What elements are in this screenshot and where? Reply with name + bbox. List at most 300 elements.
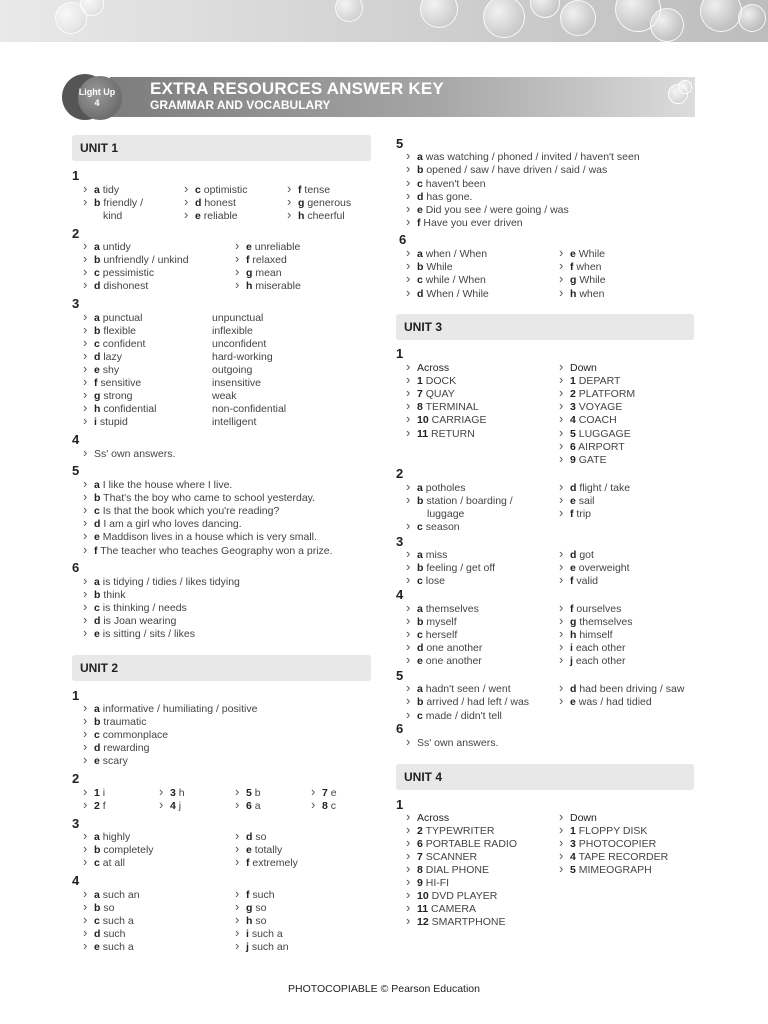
answer-text: has gone. bbox=[423, 191, 473, 203]
question-number: 5 bbox=[396, 668, 404, 683]
answer-item bbox=[94, 338, 145, 351]
question-number: 6 bbox=[396, 721, 404, 736]
answer-item bbox=[570, 495, 595, 508]
answer-text: when bbox=[573, 261, 602, 273]
answer-item bbox=[103, 210, 122, 223]
answer-letter: h bbox=[570, 288, 577, 300]
answer-text: FLOPPY DISK bbox=[575, 825, 648, 837]
answer-letter: b bbox=[94, 254, 101, 266]
answer-text: dishonest bbox=[100, 280, 149, 292]
answer-letter: e bbox=[94, 364, 100, 376]
answer-item bbox=[212, 403, 286, 416]
level-badge bbox=[62, 74, 130, 120]
answer-text: reliable bbox=[200, 210, 238, 222]
answer-item bbox=[417, 288, 489, 301]
answer-item bbox=[570, 248, 605, 261]
question-number: 3 bbox=[72, 816, 80, 831]
answer-text: honest bbox=[201, 197, 236, 209]
question-number: 2 bbox=[396, 466, 404, 481]
answer-text: mean bbox=[252, 267, 282, 279]
answer-text: sensitive bbox=[97, 377, 142, 389]
answer-letter: b bbox=[94, 902, 101, 914]
question-number: 3 bbox=[72, 296, 80, 311]
answer-text: unpunctual bbox=[212, 312, 264, 324]
decorative-top-band bbox=[0, 0, 768, 42]
question-number: 4 bbox=[72, 432, 80, 447]
answer-text: insensitive bbox=[212, 377, 262, 389]
answer-text: Across bbox=[417, 362, 450, 374]
answer-item bbox=[417, 204, 569, 217]
answer-text: so bbox=[252, 831, 267, 843]
answer-text: such a bbox=[99, 915, 134, 927]
answer-text: unreliable bbox=[251, 241, 301, 253]
answer-letter: d bbox=[94, 615, 101, 627]
answer-letter: f bbox=[570, 508, 574, 520]
answer-item bbox=[94, 325, 136, 338]
answer-text: so bbox=[252, 915, 267, 927]
answer-text: miserable bbox=[252, 280, 301, 292]
answer-letter: 1 bbox=[570, 825, 576, 837]
answer-letter: f bbox=[246, 254, 250, 266]
answer-item bbox=[570, 274, 606, 287]
answer-item bbox=[570, 642, 625, 655]
answer-item bbox=[570, 508, 591, 521]
answer-text: rewarding bbox=[100, 742, 150, 754]
answer-item bbox=[246, 831, 266, 844]
answer-text: HI-FI bbox=[422, 877, 450, 889]
unit-title: UNIT 2 bbox=[80, 661, 119, 675]
answer-item bbox=[94, 941, 134, 954]
answer-item bbox=[570, 375, 620, 388]
answer-letter: d bbox=[94, 742, 101, 754]
answer-text: I am a girl who loves dancing. bbox=[100, 518, 242, 530]
answer-letter: b bbox=[417, 696, 424, 708]
answer-item bbox=[417, 217, 523, 230]
answer-letter: c bbox=[94, 338, 100, 350]
answer-item bbox=[417, 191, 472, 204]
answer-item bbox=[94, 755, 128, 768]
bubble-decoration bbox=[483, 0, 525, 38]
answer-letter: c bbox=[417, 629, 423, 641]
bubble-decoration bbox=[678, 80, 692, 94]
answer-item bbox=[570, 441, 625, 454]
answer-text: when / When bbox=[422, 248, 488, 260]
answer-text: Across bbox=[417, 812, 450, 824]
answer-item bbox=[417, 696, 529, 709]
footer-copyright: PHOTOCOPIABLE © Pearson Education bbox=[288, 983, 480, 995]
bubble-decoration bbox=[335, 0, 363, 22]
answer-item bbox=[570, 562, 630, 575]
answer-letter: f bbox=[94, 545, 98, 557]
answer-letter: f bbox=[417, 217, 421, 229]
answer-letter: c bbox=[417, 575, 423, 587]
badge-line1: Light Up bbox=[78, 87, 116, 97]
answer-text: each other bbox=[572, 642, 626, 654]
answer-letter: a bbox=[94, 831, 100, 843]
answer-item bbox=[170, 800, 181, 813]
answer-text: Have you ever driven bbox=[420, 217, 523, 229]
answer-item bbox=[570, 261, 602, 274]
answer-text: cheerful bbox=[304, 210, 345, 222]
answer-letter: 7 bbox=[322, 787, 328, 799]
answer-letter: 12 bbox=[417, 916, 429, 928]
bubble-decoration bbox=[530, 0, 560, 18]
answer-text: TERMINAL bbox=[422, 401, 479, 413]
answer-text: traumatic bbox=[100, 716, 147, 728]
answer-letter: h bbox=[94, 403, 101, 415]
answer-item bbox=[246, 787, 261, 800]
answer-letter: 3 bbox=[570, 401, 576, 413]
answer-text: PLATFORM bbox=[575, 388, 636, 400]
answer-item bbox=[570, 575, 598, 588]
unit-title: UNIT 4 bbox=[404, 770, 443, 784]
answer-item bbox=[298, 197, 351, 210]
answer-letter: e bbox=[246, 241, 252, 253]
answer-item bbox=[417, 549, 447, 562]
answer-item bbox=[570, 696, 652, 709]
answer-letter: a bbox=[94, 184, 100, 196]
answer-text: AIRPORT bbox=[575, 441, 625, 453]
answer-text: when bbox=[576, 288, 605, 300]
answer-item bbox=[417, 877, 449, 890]
answer-text: Down bbox=[570, 812, 597, 824]
answer-text: Is that the book which you're reading? bbox=[99, 505, 280, 517]
answer-item bbox=[94, 615, 176, 628]
answer-letter: f bbox=[246, 857, 250, 869]
answer-item bbox=[94, 742, 149, 755]
answer-text: punctual bbox=[99, 312, 143, 324]
answer-text: so bbox=[100, 902, 115, 914]
answer-text: lose bbox=[422, 575, 446, 587]
answer-letter: 10 bbox=[417, 890, 429, 902]
answer-item bbox=[94, 390, 133, 403]
answer-text: was / had tidied bbox=[575, 696, 652, 708]
answer-text: CARRIAGE bbox=[428, 414, 487, 426]
answer-item bbox=[212, 351, 273, 364]
answer-text: unfriendly / unkind bbox=[100, 254, 189, 266]
answer-item bbox=[246, 800, 261, 813]
answer-text: miss bbox=[422, 549, 448, 561]
answer-item bbox=[94, 729, 168, 742]
answer-text: a bbox=[251, 800, 261, 812]
answer-text: kind bbox=[103, 210, 123, 222]
answer-item bbox=[570, 616, 632, 629]
answer-letter: 10 bbox=[417, 414, 429, 426]
answer-text: MIMEOGRAPH bbox=[575, 864, 652, 876]
answer-letter: 6 bbox=[417, 838, 423, 850]
answer-letter: i bbox=[94, 416, 97, 428]
answer-text: valid bbox=[573, 575, 599, 587]
answer-text: while / When bbox=[422, 274, 486, 286]
bubble-decoration bbox=[700, 0, 742, 32]
answer-letter: h bbox=[246, 915, 253, 927]
answer-letter: i bbox=[246, 928, 249, 940]
answer-item bbox=[246, 941, 289, 954]
answer-text: think bbox=[100, 589, 126, 601]
answer-text: informative / humiliating / positive bbox=[99, 703, 258, 715]
answer-letter: e bbox=[94, 531, 100, 543]
answer-letter: e bbox=[570, 495, 576, 507]
page-subtitle: GRAMMAR AND VOCABULARY bbox=[150, 98, 331, 112]
answer-item bbox=[212, 312, 263, 325]
answer-item bbox=[570, 288, 604, 301]
answer-letter: 4 bbox=[570, 414, 576, 426]
answer-item bbox=[417, 151, 640, 164]
answer-item bbox=[417, 737, 498, 750]
answer-item bbox=[94, 915, 134, 928]
answer-text: extremely bbox=[249, 857, 298, 869]
answer-text: is Joan wearing bbox=[100, 615, 177, 627]
answer-letter: a bbox=[94, 479, 100, 491]
answer-letter: b bbox=[417, 261, 424, 273]
answer-text: h bbox=[175, 787, 185, 799]
answer-text: at all bbox=[99, 857, 125, 869]
answer-letter: 9 bbox=[417, 877, 423, 889]
answer-letter: c bbox=[417, 710, 423, 722]
answer-letter: c bbox=[94, 602, 100, 614]
answer-text: Did you see / were going / was bbox=[422, 204, 569, 216]
answer-text: While bbox=[423, 261, 453, 273]
answer-letter: c bbox=[195, 184, 201, 196]
answer-item bbox=[417, 482, 465, 495]
answer-letter: c bbox=[94, 857, 100, 869]
answer-item bbox=[417, 916, 506, 929]
answer-item bbox=[570, 825, 647, 838]
answer-item bbox=[570, 629, 613, 642]
answer-item bbox=[94, 351, 122, 364]
answer-text: untidy bbox=[99, 241, 131, 253]
answer-item bbox=[94, 628, 195, 641]
answer-text: b bbox=[251, 787, 261, 799]
answer-text: GATE bbox=[575, 454, 607, 466]
badge-line2: 4 bbox=[94, 98, 100, 108]
answer-letter: 8 bbox=[417, 401, 423, 413]
answer-column-heading bbox=[570, 812, 597, 825]
answer-letter: 3 bbox=[170, 787, 176, 799]
answer-letter: d bbox=[570, 549, 577, 561]
answer-letter: b bbox=[94, 844, 101, 856]
answer-text: Maddison lives in a house which is very small. bbox=[99, 531, 317, 543]
question-number: 1 bbox=[72, 168, 80, 183]
answer-text: scary bbox=[99, 755, 128, 767]
answer-item bbox=[417, 401, 479, 414]
unit-title: UNIT 3 bbox=[404, 320, 443, 334]
question-number: 1 bbox=[396, 346, 404, 361]
answer-item bbox=[570, 428, 631, 441]
answer-text: CAMERA bbox=[428, 903, 476, 915]
answer-item bbox=[417, 629, 457, 642]
answer-item bbox=[417, 683, 511, 696]
answer-item bbox=[212, 416, 256, 429]
answer-item bbox=[94, 197, 143, 210]
answer-text: such bbox=[100, 928, 126, 940]
answer-item bbox=[94, 531, 317, 544]
answer-text: Ss' own answers. bbox=[417, 737, 499, 749]
answer-item bbox=[417, 642, 482, 655]
answer-text: DEPART bbox=[575, 375, 621, 387]
answer-letter: 8 bbox=[322, 800, 328, 812]
answer-text: hadn't seen / went bbox=[422, 683, 511, 695]
unit-heading bbox=[396, 764, 694, 790]
answer-letter: d bbox=[94, 351, 101, 363]
answer-item bbox=[94, 492, 315, 505]
answer-text: is thinking / needs bbox=[99, 602, 187, 614]
answer-text: commonplace bbox=[99, 729, 169, 741]
answer-letter: d bbox=[246, 831, 253, 843]
answer-letter: f bbox=[570, 575, 574, 587]
answer-text: VOYAGE bbox=[575, 401, 623, 413]
answer-letter: c bbox=[94, 915, 100, 927]
answer-item bbox=[94, 416, 128, 429]
answer-text: hard-working bbox=[212, 351, 273, 363]
answer-item bbox=[94, 800, 106, 813]
answer-item bbox=[94, 545, 333, 558]
answer-letter: g bbox=[570, 274, 577, 286]
answer-text: sail bbox=[575, 495, 595, 507]
answer-letter: i bbox=[570, 642, 573, 654]
answer-column-heading bbox=[570, 362, 597, 375]
answer-item bbox=[195, 210, 238, 223]
answer-letter: b bbox=[94, 589, 101, 601]
answer-item bbox=[298, 210, 345, 223]
answer-item bbox=[246, 280, 301, 293]
answer-letter: 9 bbox=[570, 454, 576, 466]
answer-text: That's the boy who came to school yesterday. bbox=[100, 492, 316, 504]
question-number: 1 bbox=[396, 797, 404, 812]
answer-item bbox=[94, 602, 187, 615]
answer-item bbox=[417, 375, 456, 388]
answer-item bbox=[212, 364, 252, 377]
answer-letter: 7 bbox=[417, 388, 423, 400]
answer-text: optimistic bbox=[200, 184, 248, 196]
answer-item bbox=[417, 575, 445, 588]
answer-text: TYPEWRITER bbox=[422, 825, 495, 837]
answer-item bbox=[570, 683, 684, 696]
answer-text: one another bbox=[423, 642, 483, 654]
answer-item bbox=[94, 403, 156, 416]
answer-item bbox=[570, 864, 652, 877]
answer-letter: d bbox=[417, 642, 424, 654]
answer-item bbox=[570, 414, 617, 427]
answer-letter: h bbox=[246, 280, 253, 292]
answer-item bbox=[417, 414, 486, 427]
answer-letter: e bbox=[417, 655, 423, 667]
answer-letter: d bbox=[417, 288, 424, 300]
answer-letter: b bbox=[417, 495, 424, 507]
answer-text: RETURN bbox=[428, 428, 475, 440]
answer-item bbox=[94, 505, 279, 518]
answer-text: While bbox=[576, 274, 606, 286]
bubble-decoration bbox=[650, 8, 684, 42]
answer-text: feeling / get off bbox=[423, 562, 496, 574]
answer-text: highly bbox=[99, 831, 131, 843]
answer-letter: d bbox=[570, 482, 577, 494]
answer-letter: a bbox=[417, 549, 423, 561]
answer-letter: e bbox=[570, 562, 576, 574]
answer-letter: e bbox=[195, 210, 201, 222]
answer-letter: 5 bbox=[570, 864, 576, 876]
answer-item bbox=[417, 825, 494, 838]
answer-text: station / boarding / bbox=[423, 495, 513, 507]
answer-item bbox=[94, 312, 142, 325]
answer-item bbox=[94, 902, 114, 915]
answer-text: PHOTOCOPIER bbox=[575, 838, 657, 850]
answer-text: arrived / had left / was bbox=[423, 696, 530, 708]
answer-item bbox=[246, 928, 283, 941]
answer-letter: b bbox=[417, 562, 424, 574]
answer-text: had been driving / saw bbox=[576, 683, 685, 695]
question-number: 3 bbox=[396, 534, 404, 549]
answer-item bbox=[94, 703, 257, 716]
question-number: 5 bbox=[72, 463, 80, 478]
answer-letter: 2 bbox=[94, 800, 100, 812]
answer-item bbox=[212, 325, 253, 338]
answer-text: herself bbox=[422, 629, 458, 641]
answer-letter: c bbox=[94, 729, 100, 741]
answer-letter: c bbox=[94, 267, 100, 279]
answer-letter: 2 bbox=[570, 388, 576, 400]
question-number: 1 bbox=[72, 688, 80, 703]
answer-text: Ss' own answers. bbox=[94, 448, 176, 460]
answer-item bbox=[570, 603, 621, 616]
answer-item bbox=[570, 454, 607, 467]
answer-letter: f bbox=[570, 261, 574, 273]
answer-letter: c bbox=[94, 505, 100, 517]
answer-letter: 11 bbox=[417, 428, 429, 440]
answer-item bbox=[94, 889, 140, 902]
answer-item bbox=[170, 787, 185, 800]
answer-letter: a bbox=[417, 603, 423, 615]
answer-letter: 5 bbox=[570, 428, 576, 440]
answer-text: each other bbox=[572, 655, 626, 667]
answer-text: non-confidential bbox=[212, 403, 287, 415]
answer-item bbox=[94, 787, 105, 800]
answer-item bbox=[570, 851, 668, 864]
answer-letter: e bbox=[417, 204, 423, 216]
answer-letter: a bbox=[94, 889, 100, 901]
answer-text: myself bbox=[423, 616, 457, 628]
answer-item bbox=[94, 448, 175, 461]
answer-item bbox=[94, 241, 131, 254]
answer-text: SCANNER bbox=[422, 851, 478, 863]
answer-item bbox=[570, 838, 656, 851]
answer-item bbox=[246, 902, 266, 915]
answer-item bbox=[417, 495, 513, 508]
answer-column-heading bbox=[417, 362, 449, 375]
answer-text: j bbox=[175, 800, 182, 812]
answer-letter: f bbox=[298, 184, 302, 196]
answer-letter: 6 bbox=[570, 441, 576, 453]
answer-text: DOCK bbox=[422, 375, 457, 387]
answer-item bbox=[94, 364, 119, 377]
answer-letter: e bbox=[94, 941, 100, 953]
answer-item bbox=[298, 184, 330, 197]
answer-letter: h bbox=[298, 210, 305, 222]
answer-text: unconfident bbox=[212, 338, 267, 350]
answer-letter: d bbox=[94, 928, 101, 940]
answer-item bbox=[246, 267, 282, 280]
answer-item bbox=[94, 267, 154, 280]
answer-letter: 2 bbox=[417, 825, 423, 837]
answer-item bbox=[322, 800, 336, 813]
answer-letter: g bbox=[94, 390, 101, 402]
answer-text: strong bbox=[100, 390, 133, 402]
answer-item bbox=[246, 241, 300, 254]
answer-item bbox=[246, 915, 266, 928]
answer-text: c bbox=[327, 800, 337, 812]
answer-text: ourselves bbox=[573, 603, 622, 615]
answer-letter: b bbox=[417, 616, 424, 628]
